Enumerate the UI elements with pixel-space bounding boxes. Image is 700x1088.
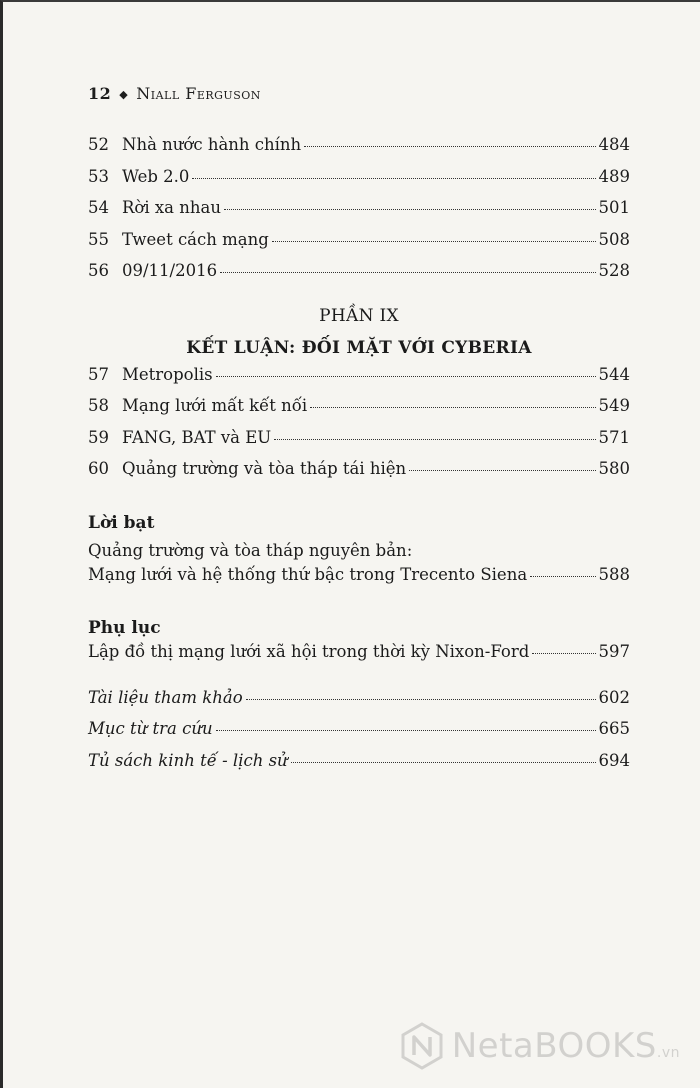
- page-ref: 508: [598, 229, 630, 249]
- dot-leader: [274, 438, 595, 440]
- watermark-brand: [452, 1026, 680, 1066]
- chapter-title: FANG, BAT và EU: [122, 427, 272, 447]
- chapter-number: 55: [88, 229, 109, 249]
- watermark-brand-text: NetaBOOKS: [451, 1026, 657, 1066]
- dot-leader: [192, 177, 595, 179]
- dot-leader: [216, 375, 596, 377]
- running-head: [88, 84, 261, 103]
- page-ref: 528: [598, 261, 630, 280]
- page-ref: 549: [598, 396, 630, 415]
- dot-leader: [532, 652, 595, 654]
- back-matter-title: Mục từ tra cứu: [88, 719, 213, 738]
- chapter-number: 52: [88, 135, 109, 154]
- back-matter-title: Tài liệu tham khảo: [88, 687, 243, 707]
- chapter-number: 53: [88, 166, 109, 186]
- page-ref: 484: [598, 135, 630, 154]
- toc-entry[interactable]: [88, 261, 630, 293]
- afterword-title-line1: Quảng trường và tòa tháp nguyên bản:: [88, 540, 413, 560]
- page-ref: 602: [598, 687, 630, 707]
- toc-entry-afterword[interactable]: [88, 565, 630, 597]
- chapter-title: Rời xa nhau: [122, 198, 221, 217]
- chapter-title: Quảng trường và tòa tháp tái hiện: [122, 459, 407, 478]
- toc-entry[interactable]: [88, 135, 630, 167]
- chapter-title: Web 2.0: [122, 166, 190, 186]
- dot-leader: [310, 406, 595, 408]
- chapter-number: 59: [88, 427, 109, 447]
- table-of-contents: [88, 135, 630, 782]
- watermark-suffix: .vn: [656, 1045, 680, 1061]
- dot-leader: [291, 761, 596, 763]
- chapter-title: Tweet cách mạng: [122, 229, 269, 249]
- chapter-number: 57: [88, 364, 109, 384]
- page-ref: 580: [598, 459, 630, 478]
- dot-leader: [220, 271, 595, 273]
- dot-leader: [216, 729, 596, 731]
- page-number: 12: [88, 84, 112, 103]
- afterword-heading: Lời bạt: [88, 512, 155, 533]
- diamond-separator: ◆: [119, 88, 129, 101]
- dot-leader: [409, 469, 595, 471]
- page-ref: 489: [598, 166, 630, 186]
- page-ref: 597: [598, 642, 630, 661]
- toc-entry[interactable]: [88, 428, 630, 460]
- toc-entry-back-matter[interactable]: [88, 751, 630, 783]
- toc-entry[interactable]: [88, 198, 630, 230]
- toc-entry[interactable]: [88, 459, 630, 491]
- hexagon-n-logo-icon: [400, 1022, 444, 1070]
- toc-entry[interactable]: [88, 365, 630, 397]
- page-ref: 571: [598, 427, 630, 447]
- page-ref: 694: [598, 750, 630, 770]
- appendix-title: Lập đồ thị mạng lưới xã hội trong thời kỳ Nixon-Ford: [88, 642, 530, 661]
- page-ref: 665: [598, 719, 630, 738]
- appendix-heading: Phụ lục: [88, 618, 161, 638]
- toc-entry[interactable]: [88, 230, 630, 262]
- chapter-number: 60: [88, 459, 109, 478]
- dot-leader: [246, 698, 596, 700]
- watermark: [400, 1022, 680, 1070]
- chapter-title: Mạng lưới mất kết nối: [122, 396, 308, 415]
- toc-entry-appendix[interactable]: [88, 642, 630, 674]
- spacer: [88, 674, 630, 688]
- toc-entry-back-matter[interactable]: [88, 719, 630, 751]
- chapter-title: 09/11/2016: [122, 261, 218, 280]
- toc-entry[interactable]: [88, 167, 630, 199]
- page-ref: 501: [598, 198, 630, 217]
- page-ref: 544: [598, 364, 630, 384]
- dot-leader: [272, 240, 596, 242]
- chapter-number: 54: [88, 198, 109, 217]
- toc-entry[interactable]: [88, 396, 630, 428]
- afterword-title-line2: Mạng lưới và hệ thống thứ bậc trong Trecento Siena: [88, 564, 528, 584]
- part-title: KẾT LUẬN: ĐỐI MẶT VỚI CYBERIA: [186, 337, 532, 358]
- chapter-title: Nhà nước hành chính: [122, 135, 302, 154]
- chapter-number: 58: [88, 396, 109, 415]
- dot-leader: [304, 145, 595, 147]
- chapter-title: Metropolis: [122, 364, 213, 384]
- part-label: PHẦN IX: [319, 305, 399, 326]
- dot-leader: [530, 575, 595, 577]
- back-matter-title: Tủ sách kinh tế - lịch sử: [88, 750, 288, 770]
- toc-entry-back-matter[interactable]: [88, 688, 630, 720]
- chapter-number: 56: [88, 261, 109, 280]
- author-name: Niall Ferguson: [136, 84, 261, 103]
- dot-leader: [224, 208, 596, 210]
- page-ref: 588: [598, 564, 630, 584]
